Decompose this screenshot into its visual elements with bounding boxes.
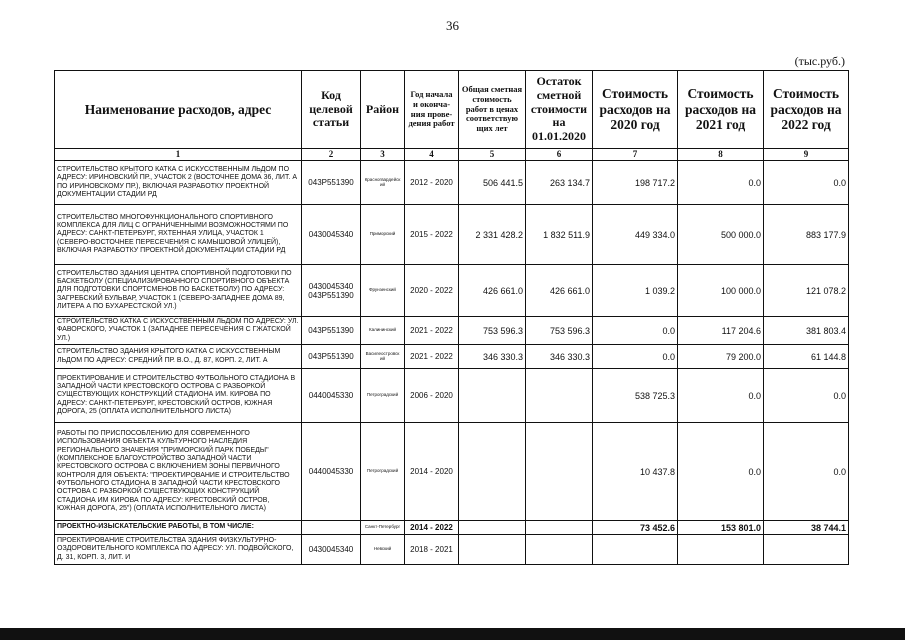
header-2020: Стоимость расходов на 2020 год xyxy=(593,71,678,149)
row-cost-2022 xyxy=(764,535,849,565)
row-remain xyxy=(526,521,593,535)
row-total xyxy=(459,369,526,423)
row-cost-2020: 10 437.8 xyxy=(593,423,678,521)
scan-bottom-edge xyxy=(0,628,905,640)
table-row-subtotal xyxy=(55,521,849,535)
column-number: 5 xyxy=(459,149,526,161)
column-number: 3 xyxy=(361,149,405,161)
table-row xyxy=(55,265,849,317)
row-cost-2021: 0.0 xyxy=(678,423,764,521)
row-years: 2015 - 2022 xyxy=(405,205,459,265)
row-cost-2021: 79 200.0 xyxy=(678,345,764,369)
table-row xyxy=(55,423,849,521)
column-number: 6 xyxy=(526,149,593,161)
header-years: Год начала и оконча-ния прове-дения работ xyxy=(405,71,459,149)
row-total xyxy=(459,423,526,521)
units-label: (тыс.руб.) xyxy=(794,54,845,68)
table-row xyxy=(55,317,849,345)
row-cost-2020: 1 039.2 xyxy=(593,265,678,317)
row-name: СТРОИТЕЛЬСТВО ЗДАНИЯ КРЫТОГО КАТКА С ИСКУССТВЕННЫМ ЛЬДОМ ПО АДРЕСУ: СРЕДНИЙ ПР. В.О., Д. 87, КОРП. 2, ЛИТ. А xyxy=(55,345,302,369)
row-region: Невский xyxy=(361,535,405,565)
row-region: Василеостровск ий xyxy=(361,345,405,369)
row-years: 2006 - 2020 xyxy=(405,369,459,423)
row-code: 0430045340 043Р551390 xyxy=(302,265,361,317)
row-years: 2014 - 2020 xyxy=(405,423,459,521)
row-years: 2014 - 2022 xyxy=(405,521,459,535)
row-remain xyxy=(526,423,593,521)
row-cost-2022: 0.0 xyxy=(764,423,849,521)
row-code: 0430045340 xyxy=(302,535,361,565)
row-cost-2022: 38 744.1 xyxy=(764,521,849,535)
table-row xyxy=(55,161,849,205)
row-region: Красногвардейск ий xyxy=(361,161,405,205)
row-total: 753 596.3 xyxy=(459,317,526,345)
row-cost-2021: 500 000.0 xyxy=(678,205,764,265)
row-name: СТРОИТЕЛЬСТВО КАТКА С ИСКУССТВЕННЫМ ЛЬДОМ ПО АДРЕСУ: УЛ. ФАВОРСКОГО, УЧАСТОК 1 (ЗАПАДНЕЕ ПЕРЕСЕЧЕНИЯ С ГЖАТСКОЙ УЛ.) xyxy=(55,317,302,345)
row-cost-2021: 153 801.0 xyxy=(678,521,764,535)
column-number: 7 xyxy=(593,149,678,161)
header-region: Район xyxy=(361,71,405,149)
row-cost-2022: 883 177.9 xyxy=(764,205,849,265)
row-name: СТРОИТЕЛЬСТВО МНОГОФУНКЦИОНАЛЬНОГО СПОРТИВНОГО КОМПЛЕКСА ДЛЯ ЛИЦ С ОГРАНИЧЕННЫМИ ВОЗМОЖНОСТЯМИ ПО АДРЕСУ: САНКТ-ПЕТЕРБУРГ, ЯХТЕННАЯ УЛИЦА, УЧАСТОК 1 (СЕВЕРО-ВОСТОЧНЕЕ ПЕРЕСЕЧЕНИЯ С КАМЫШОВОЙ УЛИЦЕЙ), ВКЛЮЧАЯ РАЗРАБОТКУ ПРОЕКТНОЙ ДОКУМЕНТАЦИИ СТАДИИ РД xyxy=(55,205,302,265)
table-row xyxy=(55,345,849,369)
column-number: 2 xyxy=(302,149,361,161)
header-2022: Стоимость расходов на 2022 год xyxy=(764,71,849,149)
page-number: 36 xyxy=(446,18,459,33)
row-cost-2022: 0.0 xyxy=(764,369,849,423)
row-region: Петроградский xyxy=(361,369,405,423)
row-region: Санкт-Петербург xyxy=(361,521,405,535)
row-years: 2021 - 2022 xyxy=(405,317,459,345)
row-years: 2021 - 2022 xyxy=(405,345,459,369)
column-number: 1 xyxy=(55,149,302,161)
row-name: РАБОТЫ ПО ПРИСПОСОБЛЕНИЮ ДЛЯ СОВРЕМЕННОГО ИСПОЛЬЗОВАНИЯ ОБЪЕКТА КУЛЬТУРНОГО НАСЛЕДИЯ РЕГИОНАЛЬНОГО ЗНАЧЕНИЯ "ПРИМОРСКИЙ ПАРК ПОБЕДЫ" (КОМПЛЕКСНОЕ БЛАГОУСТРОЙСТВО ЗАПАДНОЙ ЧАСТИ КРЕСТОВСКОГО ОСТРОВА С ВКЛЮЧЕНИЕМ ЗОНЫ ПЕРВИЧНОГО КОНТРОЛЯ ДЛЯ ОБЪЕКТА: "ПРОЕКТИРОВАНИЕ И СТРОИТЕЛЬСТВО ФУТБОЛЬНОГО СТАДИОНА В ЗАПАДНОЙ ЧАСТИ КРЕСТОВСКОГО ОСТРОВА С РАЗБОРКОЙ СУЩЕСТВУЮЩИХ КОНСТРУКЦИЙ СТАДИОНА ИМ КИРОВА ПО АДРЕСУ: КРЕСТОВСКИЙ ОСТРОВ, ЮЖНАЯ ДОРОГА, 25") (ОПЛАТА ИСПОЛНИТЕЛЬНОГО ЛИСТА) xyxy=(55,423,302,521)
row-region: Петроградский xyxy=(361,423,405,521)
column-number: 8 xyxy=(678,149,764,161)
header-total: Общая сметная стоимость работ в ценах соответствую щих лет xyxy=(459,71,526,149)
budget-table xyxy=(54,70,849,565)
row-cost-2022: 61 144.8 xyxy=(764,345,849,369)
row-total xyxy=(459,521,526,535)
row-name: СТРОИТЕЛЬСТВО ЗДАНИЯ ЦЕНТРА СПОРТИВНОЙ ПОДГОТОВКИ ПО БАСКЕТБОЛУ (СПЕЦИАЛИЗИРОВАННОГО СПОРТИВНОГО ОБЪЕКТА ДЛЯ ПОДГОТОВКИ СПОРТСМЕНОВ ПО БАСКЕТБОЛУ) ПО АДРЕСУ: ЗАГРЕБСКИЙ БУЛЬВАР, УЧАСТОК 1 (СЕВЕРО-ЗАПАДНЕЕ ДОМА 89, ЛИТЕРА А ПО БУХАРЕСТСКОЙ УЛ.) xyxy=(55,265,302,317)
column-number: 9 xyxy=(764,149,849,161)
row-name: СТРОИТЕЛЬСТВО КРЫТОГО КАТКА С ИСКУССТВЕННЫМ ЛЬДОМ ПО АДРЕСУ: ИРИНОВСКИЙ ПР., УЧАСТОК 2 (ВОСТОЧНЕЕ ДОМА 36, ЛИТ. А ПО ИРИНОВСКОМУ ПР.), ВКЛЮЧАЯ РАЗРАБОТКУ ПРОЕКТНОЙ ДОКУМЕНТАЦИИ СТАДИИ РД xyxy=(55,161,302,205)
row-years: 2012 - 2020 xyxy=(405,161,459,205)
row-code: 043Р551390 xyxy=(302,161,361,205)
row-region: Приморский xyxy=(361,205,405,265)
row-years: 2018 - 2021 xyxy=(405,535,459,565)
row-total: 346 330.3 xyxy=(459,345,526,369)
header-remain: Остаток сметной стоимости на 01.01.2020 xyxy=(526,71,593,149)
row-code: 0440045330 xyxy=(302,423,361,521)
row-remain: 263 134.7 xyxy=(526,161,593,205)
row-name: ПРОЕКТИРОВАНИЕ СТРОИТЕЛЬСТВА ЗДАНИЯ ФИЗКУЛЬТУРНО-ОЗДОРОВИТЕЛЬНОГО КОМПЛЕКСА ПО АДРЕСУ: УЛ. ПОДВОЙСКОГО, Д. 31, КОРП. 3, ЛИТ. И xyxy=(55,535,302,565)
row-cost-2022: 381 803.4 xyxy=(764,317,849,345)
row-cost-2021: 0.0 xyxy=(678,369,764,423)
row-cost-2020: 538 725.3 xyxy=(593,369,678,423)
row-code: 043Р551390 xyxy=(302,317,361,345)
row-remain: 426 661.0 xyxy=(526,265,593,317)
header-code: Код целевой статьи xyxy=(302,71,361,149)
table-row xyxy=(55,205,849,265)
header-row xyxy=(55,71,849,149)
row-cost-2021: 100 000.0 xyxy=(678,265,764,317)
row-code: 0440045330 xyxy=(302,369,361,423)
row-cost-2021: 117 204.6 xyxy=(678,317,764,345)
row-cost-2020: 0.0 xyxy=(593,317,678,345)
row-cost-2020: 449 334.0 xyxy=(593,205,678,265)
row-cost-2020: 0.0 xyxy=(593,345,678,369)
row-remain xyxy=(526,535,593,565)
column-number-row xyxy=(55,149,849,161)
table-row xyxy=(55,535,849,565)
row-code: 0430045340 xyxy=(302,205,361,265)
row-cost-2020 xyxy=(593,535,678,565)
row-total xyxy=(459,535,526,565)
row-remain: 1 832 511.9 xyxy=(526,205,593,265)
row-total: 426 661.0 xyxy=(459,265,526,317)
row-cost-2022: 0.0 xyxy=(764,161,849,205)
row-cost-2020: 73 452.6 xyxy=(593,521,678,535)
row-cost-2021: 0.0 xyxy=(678,161,764,205)
row-cost-2020: 198 717.2 xyxy=(593,161,678,205)
row-years: 2020 - 2022 xyxy=(405,265,459,317)
row-total: 2 331 428.2 xyxy=(459,205,526,265)
row-region: Фрунзенский xyxy=(361,265,405,317)
row-remain: 346 330.3 xyxy=(526,345,593,369)
row-remain xyxy=(526,369,593,423)
header-2021: Стоимость расходов на 2021 год xyxy=(678,71,764,149)
row-cost-2021 xyxy=(678,535,764,565)
header-name: Наименование расходов, адрес xyxy=(55,71,302,149)
row-total: 506 441.5 xyxy=(459,161,526,205)
row-name: ПРОЕКТНО-ИЗЫСКАТЕЛЬСКИЕ РАБОТЫ, В ТОМ ЧИСЛЕ: xyxy=(55,521,302,535)
row-name: ПРОЕКТИРОВАНИЕ И СТРОИТЕЛЬСТВО ФУТБОЛЬНОГО СТАДИОНА В ЗАПАДНОЙ ЧАСТИ КРЕСТОВСКОГО ОСТРОВА С РАЗБОРКОЙ СУЩЕСТВУЮЩИХ КОНСТРУКЦИЙ СТАДИОНА ИМ. КИРОВА ПО АДРЕСУ: САНКТ-ПЕТЕРБУРГ, КРЕСТОВСКИЙ ОСТРОВ, ЮЖНАЯ ДОРОГА, 25 (ОПЛАТА ИСПОЛНИТЕЛЬНОГО ЛИСТА) xyxy=(55,369,302,423)
row-code xyxy=(302,521,361,535)
row-remain: 753 596.3 xyxy=(526,317,593,345)
column-number: 4 xyxy=(405,149,459,161)
table-row xyxy=(55,369,849,423)
row-code: 043Р551390 xyxy=(302,345,361,369)
row-region: Калининский xyxy=(361,317,405,345)
row-cost-2022: 121 078.2 xyxy=(764,265,849,317)
